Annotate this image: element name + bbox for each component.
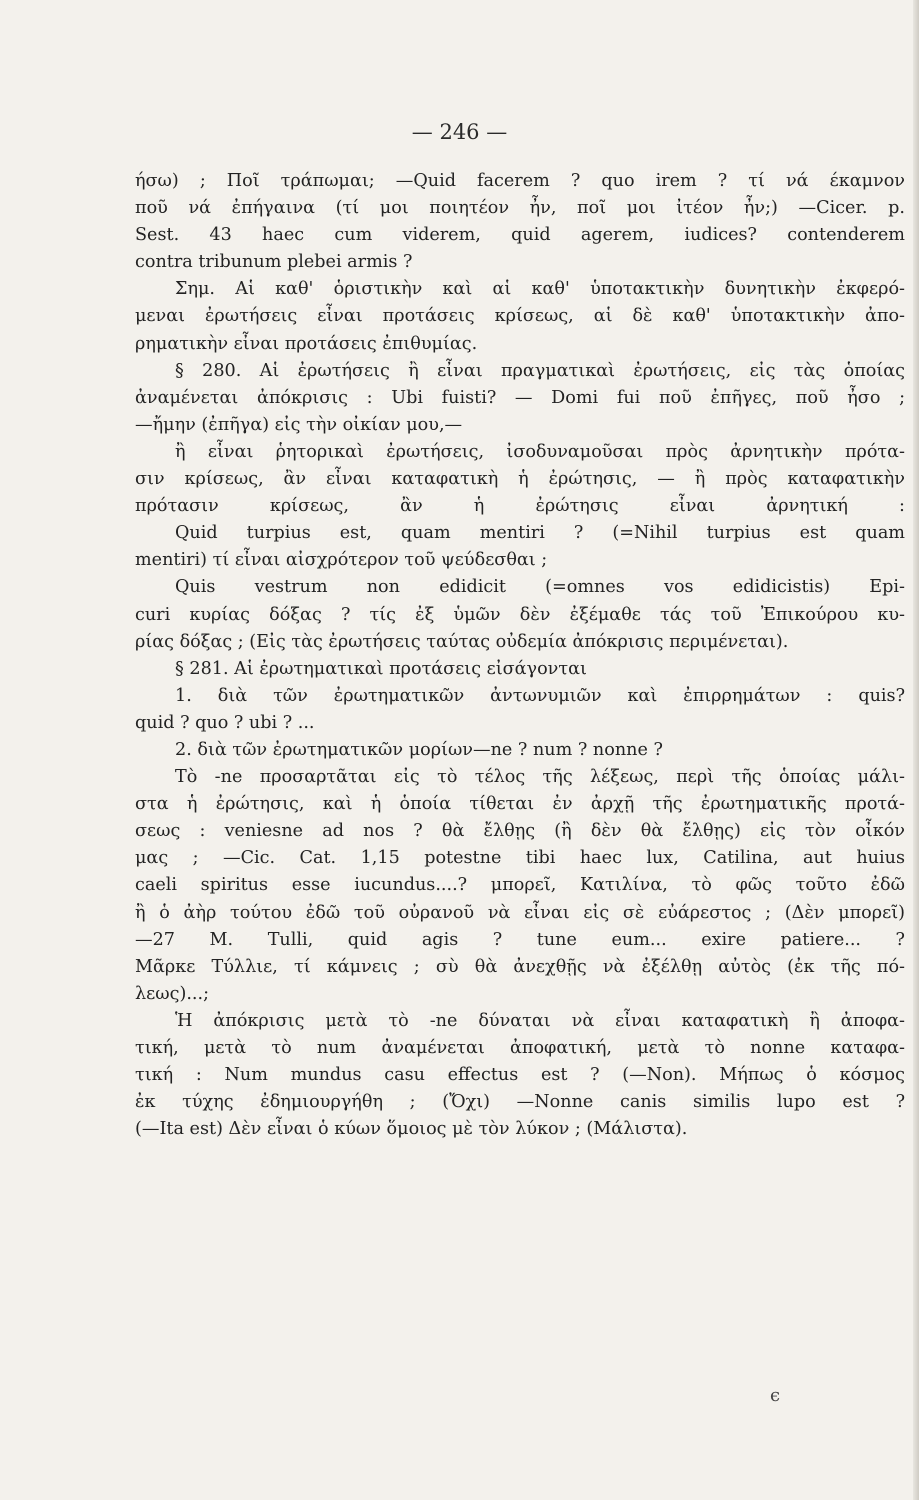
text-line: ἐκ τύχης ἐδημιουργήθη ; (Ὄχι) —Nonne canis similis lupo est ? — [135, 1092, 905, 1113]
text-line: curi κυρίας δόξας ? τίς ἐξ ὑμῶν δὲν ἐξέμαθε τάς τοῦ Ἐπικούρου κυ- — [135, 604, 905, 625]
text-line: caeli spiritus esse iucundus....? μπορεῖ, Κατιλίνα, τὸ φῶς τοῦτο ἐδῶ — [135, 875, 905, 896]
text-line: —27 M. Tulli, quid agis ? tune eum... exire patiere... ? — [135, 929, 905, 950]
text-line: contra tribunum plebei armis ? — [135, 252, 413, 273]
text-line: —ἤμην (ἐπῆγα) εἰς τὴν οἰκίαν μου,— — [135, 414, 463, 435]
text-line: 1. διὰ τῶν ἐρωτηματικῶν ἀντωνυμιῶν καὶ ἐπιρρημάτων : quis? — [175, 685, 905, 706]
text-line: ήσω) ; Ποῖ τράπωμαι; —Quid facerem ? quo irem ? τί νά έκαμνον — [135, 171, 905, 191]
text-line: μας ; —Cic. Cat. 1,15 potestne tibi haec lux, Catilina, aut huius — [135, 848, 905, 869]
text-line: Ἡ ἀπόκρισις μετὰ τὸ -ne δύναται νὰ εἶναι καταφατικὴ ἢ ἀποφα- — [175, 1010, 905, 1031]
text-line: σεως : veniesne ad nos ? θὰ ἔλθῃς (ἢ δὲν θὰ ἔλθῃς) εἰς τὸν οἶκόν — [135, 821, 905, 842]
text-line: 2. διὰ τῶν ἐρωτηματικῶν μορίων—ne ? num ? nonne ? — [175, 739, 663, 760]
text-line: σιν κρίσεως, ἂν εἶναι καταφατικὴ ἡ ἐρώτησις, — ἢ πρὸς καταφατικὴν — [135, 469, 905, 490]
bottom-mark: ϵ — [770, 1385, 781, 1406]
text-line: ἀναμένεται ἀπόκρισις : Ubi fuisti? — Domi fui ποῦ ἐπῆγες, ποῦ ἦσο ; — [135, 387, 905, 408]
text-line: mentiri) τί εἶναι αἰσχρότερον τοῦ ψεύδεσθαι ; — [135, 550, 548, 571]
page-number: — 246 — — [411, 120, 508, 144]
text-line: ρηματικὴν εἶναι προτάσεις ἐπιθυμίας. — [135, 333, 478, 354]
text-line: Τὸ -ne προσαρτᾶται εἰς τὸ τέλος τῆς λέξεως, περὶ τῆς ὁποίας μάλι- — [175, 767, 905, 788]
text-line: ἢ ὁ ἀὴρ τούτου ἐδῶ τοῦ οὐρανοῦ νὰ εἶναι εἰς σὲ εὐάρεστος ; (Δὲν μπορεῖ) — [135, 902, 905, 923]
text-line: πρότασιν κρίσεως, ἂν ἡ ἐρώτησις εἶναι ἀρνητική : — [135, 496, 905, 517]
text-line: § 280. Αἱ ἐρωτήσεις ἢ εἶναι πραγματικαὶ ἐρωτήσεις, εἰς τὰς ὁποίας — [175, 360, 905, 381]
text-line: Σημ. Αἱ καθ' ὁριστικὴν καὶ αἱ καθ' ὑποτακτικὴν δυνητικὴν ἐκφερό- — [175, 279, 905, 300]
text-line: τική, μετὰ τὸ num ἀναμένεται ἀποφατική, μετὰ τὸ nonne καταφα- — [135, 1038, 905, 1058]
text-line: ἢ εἶναι ῥητορικαὶ ἐρωτήσεις, ἰσοδυναμοῦσαι πρὸς ἀρνητικὴν πρότα- — [175, 441, 905, 462]
text-line: τική : Num mundus casu effectus est ? (—Non). Μήπως ὁ κόσμος — [135, 1065, 905, 1086]
text-line: μεναι ἐρωτήσεις εἶναι προτάσεις κρίσεως, αἱ δὲ καθ' ὑποτακτικὴν ἀπο- — [135, 306, 905, 327]
text-line: Quid turpius est, quam mentiri ? (=Nihil turpius est quam — [175, 523, 905, 544]
text-line: Μᾶρκε Τύλλιε, τί κάμνεις ; σὺ θὰ ἀνεχθῇς νὰ ἐξέλθῃ αὐτὸς (ἐκ τῆς πό- — [135, 956, 905, 977]
text-line: Quis vestrum non edidicit (=omnes vos edidicistis) Epi- — [175, 577, 905, 598]
text-line: λεως)...; — [135, 983, 210, 1004]
text-line: § 281. Αἱ ἐρωτηματικαὶ προτάσεις εἰσάγονται — [175, 658, 587, 679]
page-edge — [913, 0, 919, 1500]
text-line: στα ἡ ἐρώτησις, καὶ ἡ ὁποία τίθεται ἐν ἀρχῇ τῆς ἐρωτηματικῆς προτά- — [135, 794, 905, 815]
text-line: ποῦ νά ἐπήγαινα (τί μοι ποιητέον ἦν, ποῖ μοι ἰτέον ἦν;) —Cicer. p. — [135, 198, 905, 219]
text-line: (—Ita est) Δὲν εἶναι ὁ κύων ὅμοιος μὲ τὸν λύκον ; (Μάλιστα). — [135, 1119, 688, 1140]
body-text — [135, 168, 905, 1143]
text-line: ρίας δόξας ; (Εἰς τὰς ἐρωτήσεις ταύτας οὐδεμία ἀπόκρισις περιμένεται). — [135, 631, 789, 652]
text-line: quid ? quo ? ubi ? ... — [135, 712, 315, 733]
text-line: Sest. 43 haec cum viderem, quid agerem, iudices? contenderem — [135, 225, 905, 246]
